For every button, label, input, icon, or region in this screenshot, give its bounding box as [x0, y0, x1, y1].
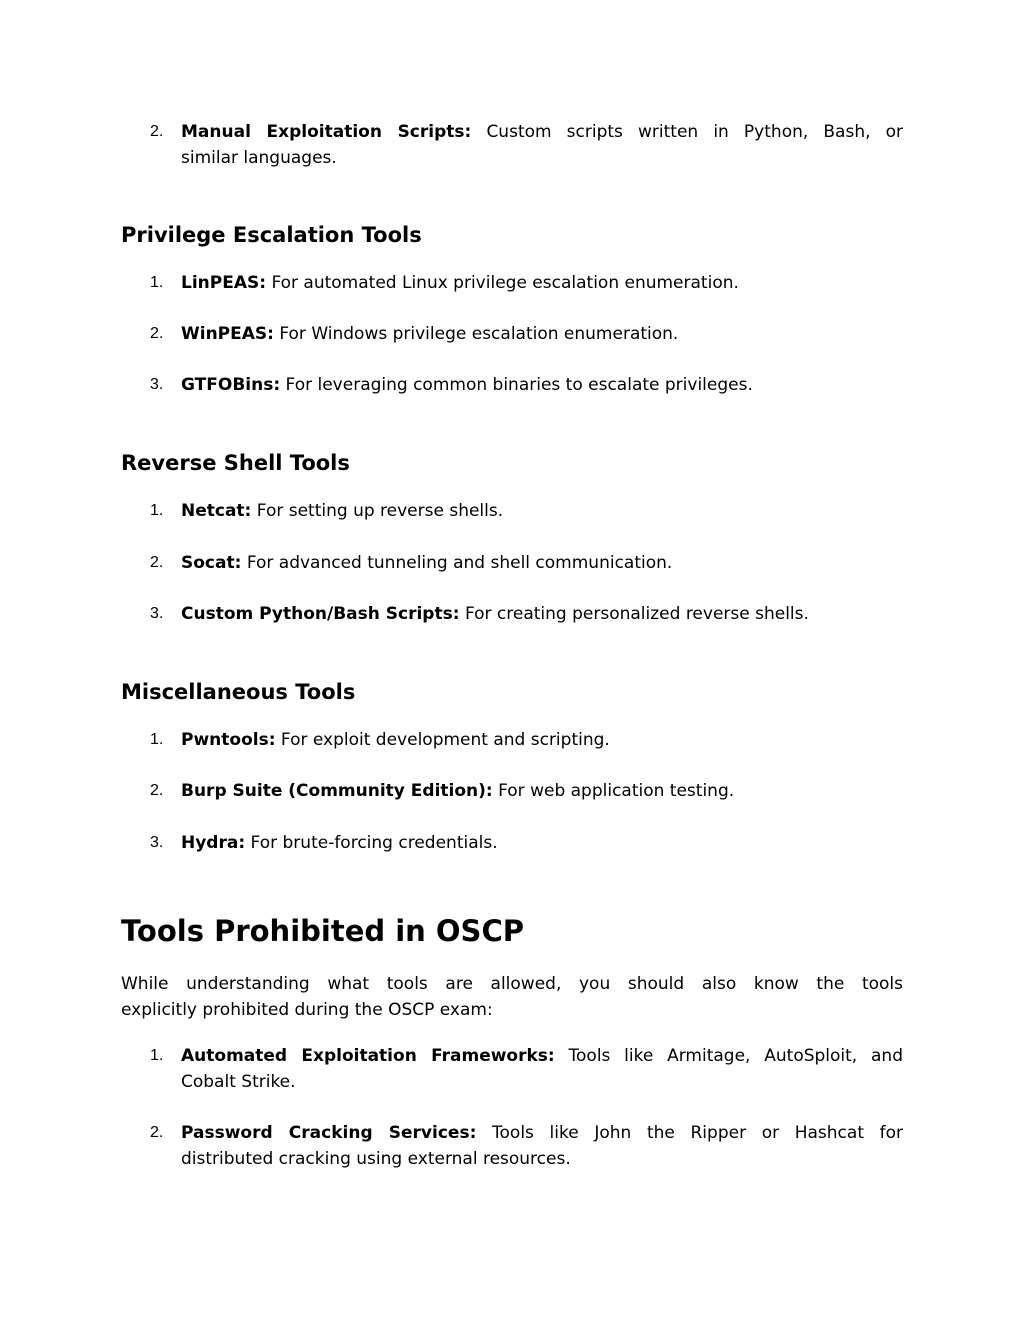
item-label: Burp Suite (Community Edition):: [181, 781, 493, 801]
item-label: Custom Python/Bash Scripts:: [181, 604, 460, 624]
list-number: 1.: [150, 502, 164, 519]
item-text: For creating personalized reverse shells.: [464, 604, 809, 624]
list-number: 3.: [150, 376, 164, 393]
section-heading: Reverse Shell Tools: [121, 451, 350, 475]
intro-line: While understanding what tools are allowed, you should also know the tools: [121, 974, 903, 994]
item-text-continued: distributed cracking using external resources.: [181, 1149, 571, 1169]
item-text: For brute-forcing credentials.: [250, 833, 498, 853]
section-heading: Miscellaneous Tools: [121, 680, 356, 704]
item-label: Hydra:: [181, 833, 246, 853]
item-text: For exploit development and scripting.: [280, 730, 610, 750]
list-item-body: [181, 1043, 903, 1095]
item-text: For setting up reverse shells.: [256, 501, 504, 521]
item-text-continued: similar languages.: [181, 148, 337, 168]
item-label: GTFOBins:: [181, 375, 281, 395]
item-text-continued: Cobalt Strike.: [181, 1072, 296, 1092]
page-heading: Tools Prohibited in OSCP: [121, 914, 524, 948]
item-label: WinPEAS:: [181, 324, 274, 344]
list-number: 3.: [150, 834, 164, 851]
item-label: Pwntools:: [181, 730, 276, 750]
intro-paragraph: [121, 971, 903, 1023]
list-number: 2.: [150, 554, 164, 571]
item-text: For advanced tunneling and shell communication.: [246, 553, 673, 573]
item-label: Manual Exploitation Scripts:: [181, 122, 472, 142]
item-text: Tools like John the Ripper or Hashcat for: [492, 1123, 904, 1143]
item-text: For Windows privilege escalation enumeration.: [279, 324, 679, 344]
item-label: Socat:: [181, 553, 242, 573]
list-number: 2.: [150, 1124, 164, 1141]
item-text: For automated Linux privilege escalation enumeration.: [271, 273, 739, 293]
item-label: Automated Exploitation Frameworks:: [181, 1046, 555, 1066]
list-number: 3.: [150, 605, 164, 622]
item-label: Netcat:: [181, 501, 252, 521]
list-item-body: [181, 1120, 903, 1172]
intro-line: explicitly prohibited during the OSCP exam:: [121, 1000, 493, 1020]
item-text: For leveraging common binaries to escalate privileges.: [285, 375, 753, 395]
item-text: For web application testing.: [498, 781, 735, 801]
item-text: Custom scripts written in Python, Bash, or: [486, 122, 904, 142]
list-number: 2.: [150, 782, 164, 799]
item-label: Password Cracking Services:: [181, 1123, 477, 1143]
section-heading: Privilege Escalation Tools: [121, 223, 422, 247]
item-text: Tools like Armitage, AutoSploit, and: [568, 1046, 903, 1066]
list-number: 2.: [150, 123, 164, 140]
list-number: 1.: [150, 274, 164, 291]
list-number: 1.: [150, 1047, 164, 1064]
list-item-body: [181, 119, 903, 171]
list-number: 2.: [150, 325, 164, 342]
item-label: LinPEAS:: [181, 273, 267, 293]
list-number: 1.: [150, 731, 164, 748]
